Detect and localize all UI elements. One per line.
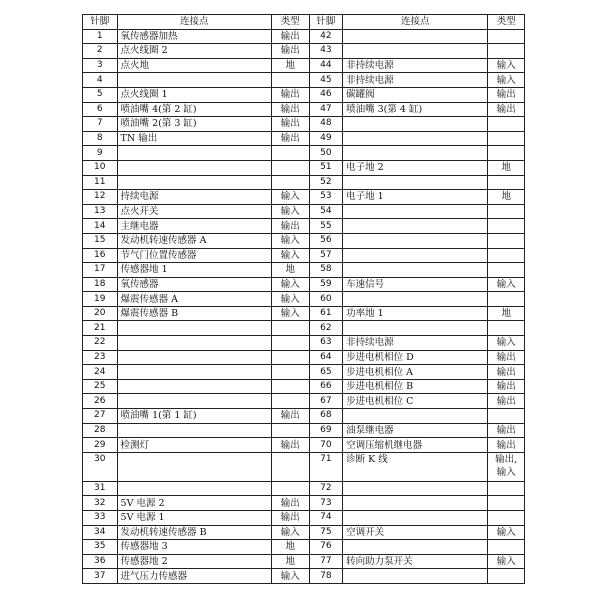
type-cell: 输入 [271, 569, 309, 584]
table-row [83, 409, 525, 424]
header-connection: 连接点 [343, 15, 488, 30]
connection-cell [343, 569, 488, 584]
connection-cell: 发动机转速传感器 B [117, 525, 271, 540]
pin-cell: 27 [83, 409, 118, 424]
pin-cell: 69 [309, 423, 343, 438]
pin-cell: 64 [309, 350, 343, 365]
type-cell [488, 29, 525, 44]
type-cell [488, 131, 525, 146]
connection-cell: 5V 电源 2 [117, 496, 271, 511]
pin-cell: 42 [309, 29, 343, 44]
pin-cell: 67 [309, 394, 343, 409]
type-cell [488, 481, 525, 496]
connection-cell: 喷油嘴 4(第 2 缸) [117, 102, 271, 117]
table-row [83, 540, 525, 555]
connection-cell [117, 146, 271, 161]
pin-cell: 31 [83, 481, 118, 496]
table-header-row [83, 15, 525, 30]
type-cell: 输入 [488, 554, 525, 569]
pin-cell: 14 [83, 219, 118, 234]
connection-cell: 步进电机相位 D [343, 350, 488, 365]
pin-cell: 34 [83, 525, 118, 540]
connection-cell [343, 131, 488, 146]
type-cell [488, 540, 525, 555]
connection-cell [117, 423, 271, 438]
table-row [83, 511, 525, 526]
connection-cell [343, 481, 488, 496]
type-cell: 地 [271, 263, 309, 278]
connection-cell [343, 511, 488, 526]
connection-cell: TN 输出 [117, 131, 271, 146]
connection-cell: 功率地 1 [343, 306, 488, 321]
table-row [83, 160, 525, 175]
connection-cell [343, 219, 488, 234]
pin-cell: 11 [83, 175, 118, 190]
pin-cell: 46 [309, 87, 343, 102]
type-cell [488, 204, 525, 219]
table-row [83, 423, 525, 438]
connection-cell: 点火线圈 1 [117, 87, 271, 102]
type-cell [488, 146, 525, 161]
connection-cell [343, 117, 488, 132]
pin-cell: 61 [309, 306, 343, 321]
pin-cell: 32 [83, 496, 118, 511]
table-row [83, 292, 525, 307]
pin-cell: 74 [309, 511, 343, 526]
type-cell: 输入 [271, 190, 309, 205]
type-cell [488, 248, 525, 263]
pin-cell: 70 [309, 438, 343, 453]
table-row [83, 29, 525, 44]
type-cell [488, 175, 525, 190]
table-row [83, 394, 525, 409]
pin-assignment-table [82, 14, 525, 584]
type-cell [271, 423, 309, 438]
pin-cell: 7 [83, 117, 118, 132]
type-cell: 输入 [271, 292, 309, 307]
table-row [83, 438, 525, 453]
type-cell: 输入 [271, 306, 309, 321]
pin-cell: 53 [309, 190, 343, 205]
pin-cell: 66 [309, 379, 343, 394]
type-cell: 输出 [271, 29, 309, 44]
pin-cell: 78 [309, 569, 343, 584]
pin-cell: 22 [83, 336, 118, 351]
type-cell [488, 233, 525, 248]
table-row [83, 233, 525, 248]
connection-cell: 步进电机相位 A [343, 365, 488, 380]
pin-cell: 65 [309, 365, 343, 380]
connection-cell [343, 496, 488, 511]
type-cell: 输入 [271, 204, 309, 219]
pin-cell: 76 [309, 540, 343, 555]
pin-cell: 1 [83, 29, 118, 44]
connection-cell [343, 146, 488, 161]
connection-cell: 非持续电源 [343, 73, 488, 88]
type-cell: 输出 [271, 511, 309, 526]
connection-cell: 转向助力泵开关 [343, 554, 488, 569]
header-type: 类型 [271, 15, 309, 30]
pin-cell: 62 [309, 321, 343, 336]
type-cell: 地 [488, 160, 525, 175]
connection-cell [117, 350, 271, 365]
type-cell: 输出 [488, 379, 525, 394]
type-cell [271, 481, 309, 496]
type-cell: 输出 [271, 87, 309, 102]
type-cell: 输出 [271, 496, 309, 511]
connection-cell: 非持续电源 [343, 58, 488, 73]
type-cell [271, 146, 309, 161]
type-cell [488, 292, 525, 307]
table-row [83, 44, 525, 59]
connection-cell: 持续电源 [117, 190, 271, 205]
type-cell [488, 569, 525, 584]
connection-cell: 碳罐阀 [343, 87, 488, 102]
table-row [83, 277, 525, 292]
type-cell [488, 409, 525, 424]
table-row [83, 525, 525, 540]
pin-cell: 60 [309, 292, 343, 307]
table-row [83, 102, 525, 117]
connection-cell: 空调开关 [343, 525, 488, 540]
type-cell: 输入 [271, 233, 309, 248]
table-row [83, 73, 525, 88]
pin-cell: 15 [83, 233, 118, 248]
connection-cell: 点火地 [117, 58, 271, 73]
connection-cell [117, 452, 271, 481]
pin-cell: 72 [309, 481, 343, 496]
connection-cell [117, 365, 271, 380]
type-cell: 输出 [488, 438, 525, 453]
pin-cell: 6 [83, 102, 118, 117]
pin-cell: 75 [309, 525, 343, 540]
header-type: 类型 [488, 15, 525, 30]
table-row [83, 146, 525, 161]
connection-cell [117, 379, 271, 394]
connection-cell [343, 175, 488, 190]
table-row [83, 131, 525, 146]
type-cell [488, 117, 525, 132]
pin-cell: 63 [309, 336, 343, 351]
type-cell [271, 175, 309, 190]
pin-cell: 18 [83, 277, 118, 292]
pin-cell: 37 [83, 569, 118, 584]
connection-cell: 发动机转速传感器 A [117, 233, 271, 248]
pin-cell: 58 [309, 263, 343, 278]
type-cell: 输入 [488, 73, 525, 88]
table-row [83, 481, 525, 496]
pin-cell: 4 [83, 73, 118, 88]
type-cell: 输入 [488, 277, 525, 292]
pin-cell: 50 [309, 146, 343, 161]
connection-cell [343, 248, 488, 263]
type-cell [271, 73, 309, 88]
pin-cell: 33 [83, 511, 118, 526]
pin-cell: 2 [83, 44, 118, 59]
connection-cell: 检测灯 [117, 438, 271, 453]
type-cell: 输出 [488, 102, 525, 117]
table-row [83, 219, 525, 234]
pin-cell: 57 [309, 248, 343, 263]
pin-cell: 55 [309, 219, 343, 234]
table-row [83, 554, 525, 569]
type-cell: 输入 [488, 336, 525, 351]
connection-cell: 传感器地 2 [117, 554, 271, 569]
pin-cell: 30 [83, 452, 118, 481]
connection-cell [117, 321, 271, 336]
type-cell: 输出 [271, 409, 309, 424]
header-connection: 连接点 [117, 15, 271, 30]
table-row [83, 190, 525, 205]
pin-cell: 71 [309, 452, 343, 481]
connection-cell [117, 73, 271, 88]
connection-cell: 主继电器 [117, 219, 271, 234]
connection-cell: 喷油嘴 3(第 4 缸) [343, 102, 488, 117]
type-cell [271, 394, 309, 409]
pin-cell: 5 [83, 87, 118, 102]
connection-cell: 非持续电源 [343, 336, 488, 351]
type-cell: 输出 [271, 44, 309, 59]
connection-cell: 节气门位置传感器 [117, 248, 271, 263]
type-cell [488, 44, 525, 59]
type-cell: 输出 [271, 131, 309, 146]
type-cell [271, 350, 309, 365]
connection-cell [343, 204, 488, 219]
connection-cell: 电子地 2 [343, 160, 488, 175]
connection-cell [343, 233, 488, 248]
type-cell [271, 452, 309, 481]
pin-cell: 13 [83, 204, 118, 219]
type-cell [271, 160, 309, 175]
connection-cell [117, 394, 271, 409]
pin-cell: 52 [309, 175, 343, 190]
pin-cell: 16 [83, 248, 118, 263]
type-cell: 地 [271, 58, 309, 73]
type-cell: 输入 [271, 248, 309, 263]
pin-cell: 77 [309, 554, 343, 569]
connection-cell: 爆震传感器 A [117, 292, 271, 307]
connection-cell [343, 44, 488, 59]
type-cell: 输出 [488, 87, 525, 102]
connection-cell: 传感器地 3 [117, 540, 271, 555]
connection-cell: 油泵继电器 [343, 423, 488, 438]
connection-cell [343, 29, 488, 44]
table-row [83, 175, 525, 190]
pin-cell: 12 [83, 190, 118, 205]
table-row [83, 87, 525, 102]
type-cell: 输入 [488, 58, 525, 73]
connection-cell [343, 409, 488, 424]
pin-cell: 3 [83, 58, 118, 73]
type-cell: 输出 [488, 365, 525, 380]
pin-cell: 25 [83, 379, 118, 394]
connection-cell: 点火线圈 2 [117, 44, 271, 59]
connection-cell: 空调压缩机继电器 [343, 438, 488, 453]
pin-cell: 54 [309, 204, 343, 219]
type-cell [488, 321, 525, 336]
pin-cell: 10 [83, 160, 118, 175]
pin-cell: 68 [309, 409, 343, 424]
table-row [83, 306, 525, 321]
pin-cell: 19 [83, 292, 118, 307]
type-cell [488, 511, 525, 526]
table-row [83, 365, 525, 380]
pin-cell: 23 [83, 350, 118, 365]
type-cell: 地 [271, 540, 309, 555]
connection-cell: 5V 电源 1 [117, 511, 271, 526]
connection-cell: 喷油嘴 2(第 3 缸) [117, 117, 271, 132]
connection-cell: 传感器地 1 [117, 263, 271, 278]
pin-cell: 8 [83, 131, 118, 146]
connection-cell: 电子地 1 [343, 190, 488, 205]
type-cell: 输出 [488, 350, 525, 365]
table-row [83, 117, 525, 132]
table-row [83, 263, 525, 278]
pin-cell: 28 [83, 423, 118, 438]
table-row [83, 321, 525, 336]
connection-cell [117, 175, 271, 190]
table-row [83, 350, 525, 365]
pin-cell: 47 [309, 102, 343, 117]
connection-cell [343, 263, 488, 278]
type-cell: 输出 [271, 219, 309, 234]
pin-cell: 49 [309, 131, 343, 146]
pin-cell: 9 [83, 146, 118, 161]
pin-cell: 36 [83, 554, 118, 569]
table-row [83, 248, 525, 263]
type-cell [488, 219, 525, 234]
pin-cell: 43 [309, 44, 343, 59]
type-cell: 输入 [271, 525, 309, 540]
pin-cell: 24 [83, 365, 118, 380]
connection-cell: 氧传感器 [117, 277, 271, 292]
connection-cell [343, 292, 488, 307]
table-row [83, 379, 525, 394]
type-cell: 输出 [488, 394, 525, 409]
pin-cell: 48 [309, 117, 343, 132]
type-cell [271, 336, 309, 351]
pin-cell: 26 [83, 394, 118, 409]
pin-cell: 17 [83, 263, 118, 278]
type-cell: 输出 [271, 117, 309, 132]
connection-cell: 进气压力传感器 [117, 569, 271, 584]
type-cell: 输入 [488, 525, 525, 540]
table-row [83, 58, 525, 73]
type-cell [271, 365, 309, 380]
pin-cell: 51 [309, 160, 343, 175]
pin-cell: 59 [309, 277, 343, 292]
connection-cell: 诊断 K 线 [343, 452, 488, 481]
type-cell: 地 [488, 190, 525, 205]
type-cell: 输入 [271, 277, 309, 292]
pin-cell: 21 [83, 321, 118, 336]
connection-cell [343, 540, 488, 555]
type-cell [271, 379, 309, 394]
type-cell: 输出 [271, 102, 309, 117]
pin-cell: 44 [309, 58, 343, 73]
pin-cell: 20 [83, 306, 118, 321]
type-cell [271, 321, 309, 336]
header-pin: 针脚 [83, 15, 118, 30]
type-cell: 输出, 输入 [488, 452, 525, 481]
connection-cell [117, 481, 271, 496]
connection-cell: 喷油嘴 1(第 1 缸) [117, 409, 271, 424]
table-row [83, 569, 525, 584]
type-cell [488, 496, 525, 511]
pin-cell: 29 [83, 438, 118, 453]
pin-cell: 56 [309, 233, 343, 248]
connection-cell: 步进电机相位 C [343, 394, 488, 409]
type-cell [488, 263, 525, 278]
table-row [83, 452, 525, 481]
connection-cell [117, 336, 271, 351]
pin-cell: 45 [309, 73, 343, 88]
connection-cell [117, 160, 271, 175]
connection-cell [343, 321, 488, 336]
connection-cell: 氧传感器加热 [117, 29, 271, 44]
table-row [83, 496, 525, 511]
type-cell: 输出 [271, 438, 309, 453]
table-row [83, 336, 525, 351]
type-cell: 地 [271, 554, 309, 569]
connection-cell: 点火开关 [117, 204, 271, 219]
header-pin: 针脚 [309, 15, 343, 30]
connection-cell: 车速信号 [343, 277, 488, 292]
type-cell: 地 [488, 306, 525, 321]
connection-cell: 步进电机相位 B [343, 379, 488, 394]
type-cell: 输出 [488, 423, 525, 438]
pin-cell: 73 [309, 496, 343, 511]
pin-cell: 35 [83, 540, 118, 555]
connection-cell: 爆震传感器 B [117, 306, 271, 321]
table-row [83, 204, 525, 219]
